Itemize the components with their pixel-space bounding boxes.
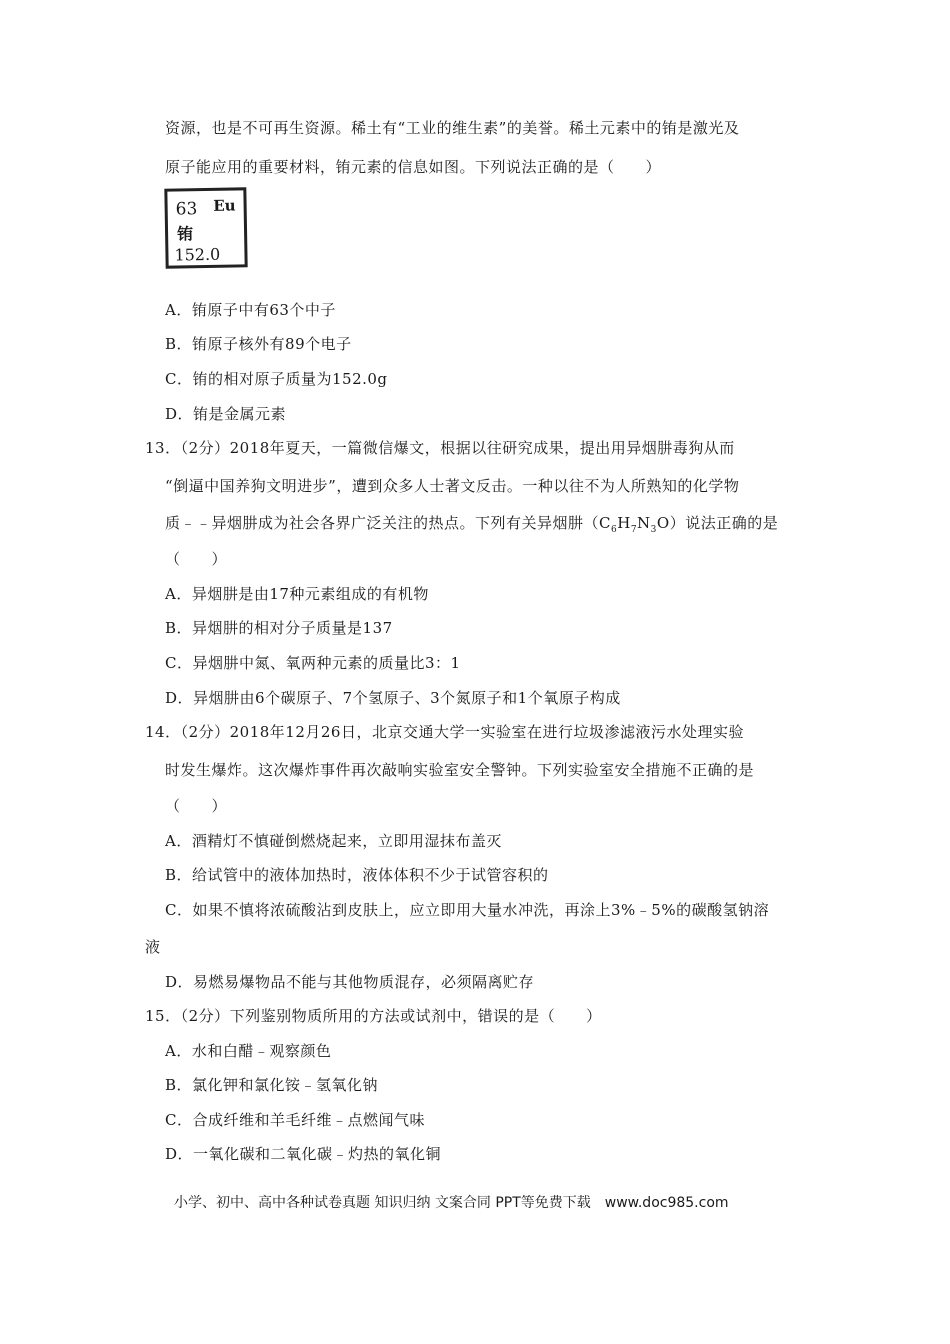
element-card-europium xyxy=(164,187,247,268)
q14-option-c: C．如果不慎将浓硫酸沾到皮肤上，应立即用大量水冲洗，再涂上3%﹣5%的碳酸氢钠溶 xyxy=(165,901,770,919)
q15-stem-line-1: 15．（2分）下列鉴别物质所用的方法或试剂中，错误的是（ ） xyxy=(145,1007,602,1025)
q12-stem-line-1: 资源，也是不可再生资源。稀土有“工业的维生素”的美誉。稀土元素中的铕是激光及 xyxy=(165,119,740,137)
atomic-mass: 152.0 xyxy=(174,244,221,265)
q12-option-b: B．铕原子核外有89个电子 xyxy=(165,335,352,353)
q15-option-a: A．水和白醋﹣观察颜色 xyxy=(165,1042,332,1060)
q14-option-d: D．易燃易爆物品不能与其他物质混存，必须隔离贮存 xyxy=(165,973,535,991)
q14-stem-line-3: （ ） xyxy=(165,797,228,815)
q14-option-a: A．酒精灯不慎碰倒燃烧起来，立即用湿抹布盖灭 xyxy=(165,832,502,850)
q13-option-c: C．异烟肼中氮、氧两种元素的质量比3：1 xyxy=(165,654,461,672)
q14-option-b: B．给试管中的液体加热时，液体体积不少于试管容积的 xyxy=(165,866,549,884)
q13-option-d: D．异烟肼由6个碳原子、7个氢原子、3个氮原子和1个氧原子构成 xyxy=(165,689,621,707)
q12-option-a: A．铕原子中有63个中子 xyxy=(165,301,336,319)
q13-stem-line-3: 质﹣﹣异烟肼成为社会各界广泛关注的热点。下列有关异烟肼$(C_6H_7N_3O)$说法正确的是 xyxy=(165,514,779,535)
q12-option-c: C．铕的相对原子质量为152.0g xyxy=(165,370,388,388)
element-symbol: Eu xyxy=(213,196,236,215)
q13-option-b: B．异烟肼的相对分子质量是137 xyxy=(165,619,393,637)
q14-stem-line-1: 14．（2分）2018年12月26日，北京交通大学一实验室在进行垃圾渗滤液污水处理实验 xyxy=(145,723,744,741)
element-name: 铕 xyxy=(176,224,194,244)
q15-option-b: B．氯化钾和氯化铵﹣氢氧化钠 xyxy=(165,1076,379,1094)
q13-stem-line-2: “倒逼中国养狗文明进步”，遭到众多人士著文反击。一种以往不为人所熟知的化学物 xyxy=(165,477,740,495)
q12-stem-line-2: 原子能应用的重要材料，铕元素的信息如图。下列说法正确的是（ ） xyxy=(165,158,662,176)
q13-stem-line-4: （ ） xyxy=(165,550,228,568)
q15-option-c: C．合成纤维和羊毛纤维﹣点燃闻气味 xyxy=(165,1111,425,1129)
q14-option-c-wrap: 液 xyxy=(145,938,161,956)
page-footer: 小学、初中、高中各种试卷真题 知识归纳 文案合同 PPT等免费下载 www.doc985.com xyxy=(174,1195,729,1211)
q15-option-d: D．一氧化碳和二氧化碳﹣灼热的氧化铜 xyxy=(165,1145,442,1163)
q13-option-a: A．异烟肼是由17种元素组成的有机物 xyxy=(165,585,429,603)
atomic-number: 63 xyxy=(175,199,198,220)
q14-stem-line-2: 时发生爆炸。这次爆炸事件再次敲响实验室安全警钟。下列实验室安全措施不正确的是 xyxy=(165,761,755,779)
q13-stem-line-1: 13．（2分）2018年夏天，一篇微信爆文，根据以往研究成果，提出用异烟肼毒狗从而 xyxy=(145,439,735,457)
q12-option-d: D．铕是金属元素 xyxy=(165,405,287,423)
